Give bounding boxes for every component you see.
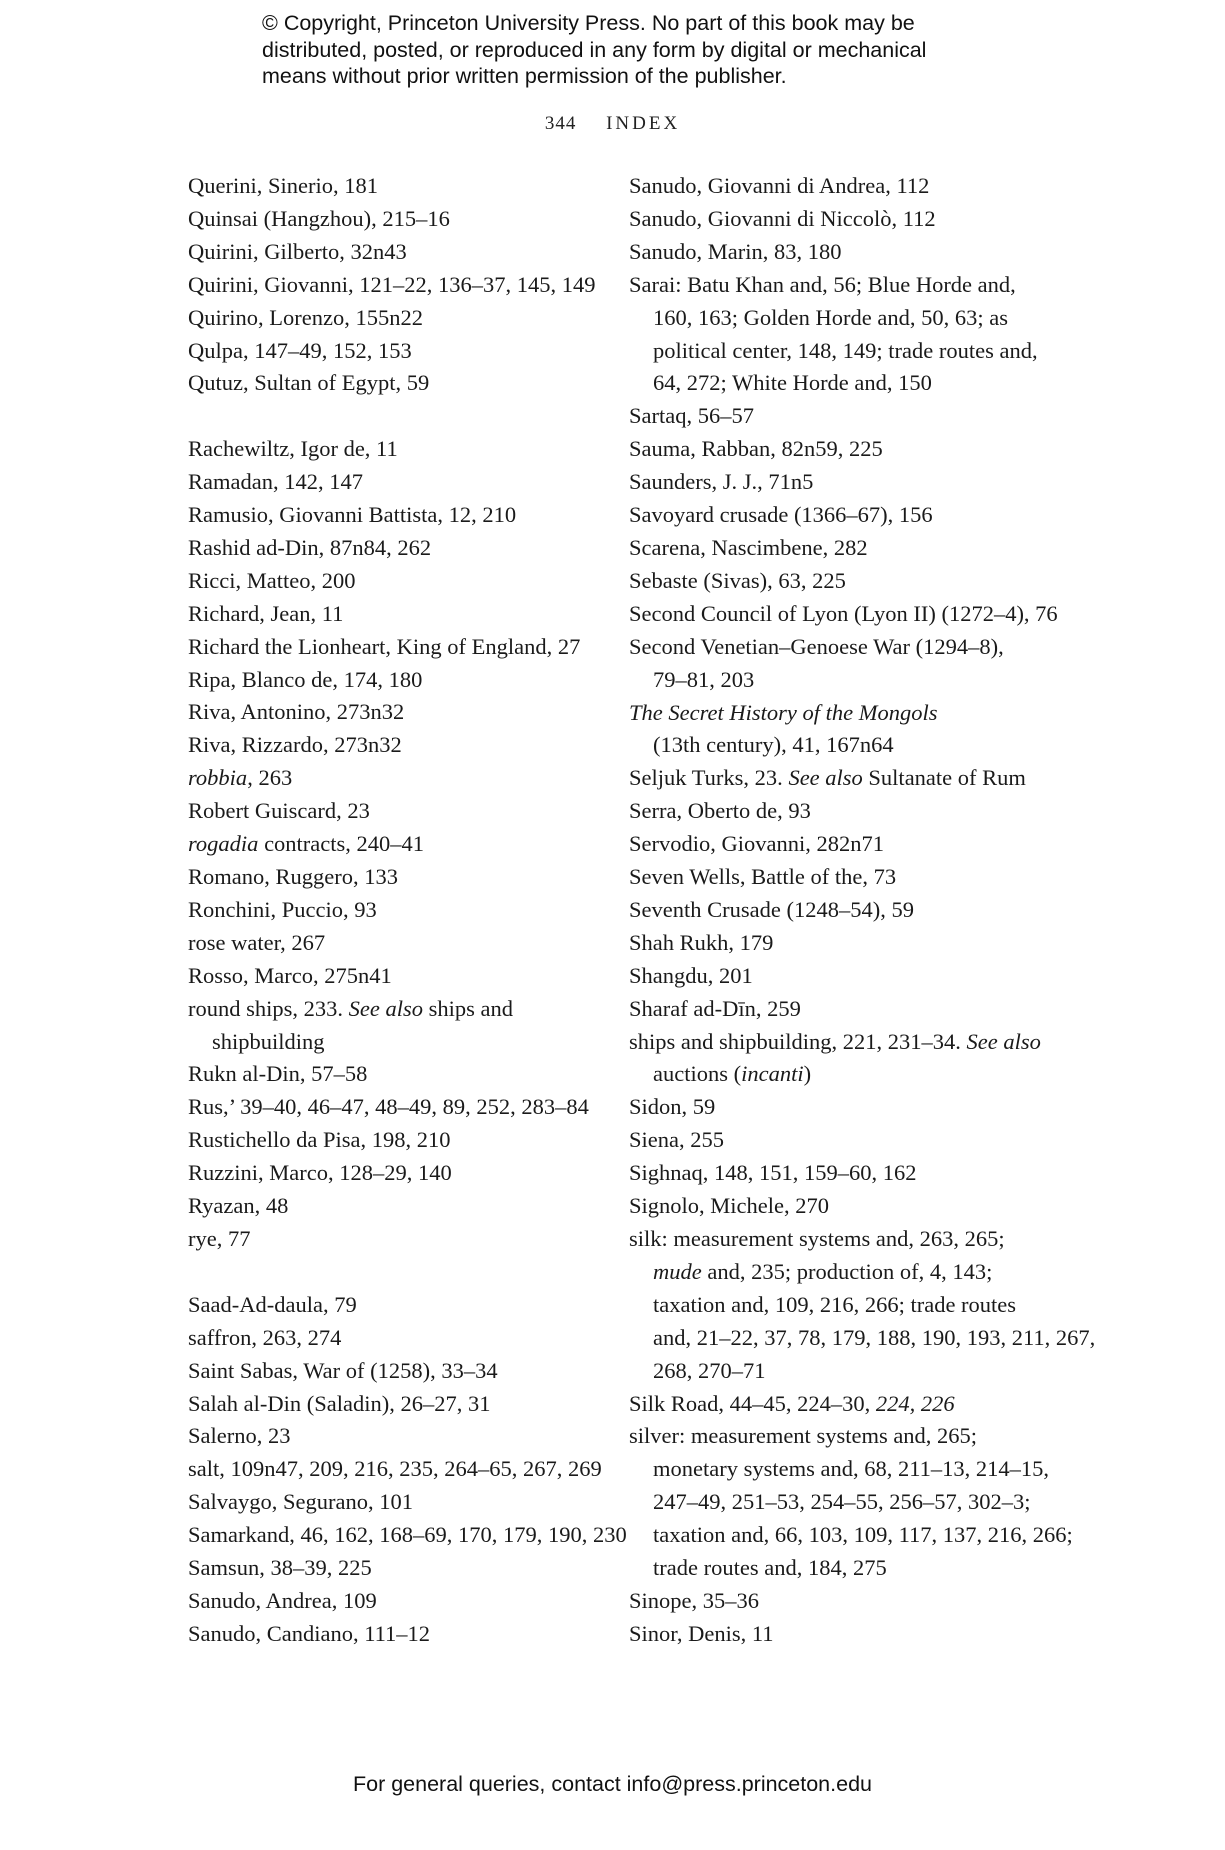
index-entry [629, 532, 1069, 565]
index-entry-line: Ramadan, 142, 147 [188, 469, 363, 495]
index-entry-line: Qutuz, Sultan of Egypt, 59 [188, 370, 430, 396]
index-entry-line: Saunders, J. J., 71n5 [629, 469, 814, 495]
index-entry-line: 268, 270–71 [653, 1357, 766, 1383]
index-entry-line: 79–81, 203 [653, 666, 755, 692]
index-entry-line: Sidon, 59 [629, 1094, 716, 1120]
index-entry-line: Sinor, Denis, 11 [629, 1620, 774, 1646]
index-entry [629, 1026, 1069, 1092]
index-entry-line: Salah al-Din (Saladin), 26–27, 31 [188, 1390, 491, 1416]
index-entry-line: (13th century), 41, 167n64 [653, 732, 894, 758]
index-entry-line: silk: measurement systems and, 263, 265; [629, 1226, 1005, 1251]
index-entry [188, 1355, 618, 1388]
index-entry [629, 927, 1069, 960]
index-entry-line: auctions (incanti) [653, 1061, 812, 1087]
index-entry [629, 565, 1069, 598]
index-entry [629, 1157, 1069, 1190]
index-entry [188, 631, 618, 664]
index-entry-line: Samsun, 38–39, 225 [188, 1555, 372, 1581]
index-entry-line: Riva, Antonino, 273n32 [188, 699, 405, 725]
index-entry-line: Salerno, 23 [188, 1423, 291, 1449]
index-entry [629, 170, 1069, 203]
index-entry [188, 927, 618, 960]
index-entry-line: Sartaq, 56–57 [629, 403, 754, 429]
index-entry [629, 1223, 1096, 1388]
index-entry [629, 795, 1069, 828]
index-entry [188, 795, 618, 828]
index-entry [188, 729, 618, 762]
index-entry-line: Seljuk Turks, 23. See also Sultanate of Rum [629, 765, 1026, 791]
index-entry [188, 762, 618, 795]
index-column-left [188, 170, 627, 1651]
index-entry-line: Sarai: Batu Khan and, 56; Blue Horde and, [629, 271, 1016, 297]
index-entry-line: Sinope, 35–36 [629, 1587, 760, 1613]
index-entry [188, 1388, 618, 1421]
index-entry-line: Richard, Jean, 11 [188, 600, 344, 626]
index-entry-line: Ripa, Blanco de, 174, 180 [188, 666, 423, 692]
index-entry [188, 894, 618, 927]
index-entry-line: taxation and, 109, 216, 266; trade routes [653, 1291, 1017, 1317]
copyright-line: distributed, posted, or reproduced in any form by digital or mechanical [262, 37, 927, 62]
index-entry-line: Sighnaq, 148, 151, 159–60, 162 [629, 1160, 917, 1186]
index-entry-line: Ramusio, Giovanni Battista, 12, 210 [188, 502, 517, 528]
index-entry [188, 236, 618, 269]
index-entry [188, 302, 618, 335]
index-entry-line: Querini, Sinerio, 181 [188, 173, 378, 198]
index-entry-line: 160, 163; Golden Horde and, 50, 63; as [653, 304, 1008, 330]
index-entry-line: trade routes and, 184, 275 [653, 1555, 887, 1581]
index-entry [629, 762, 1069, 795]
index-entry [188, 170, 618, 203]
index-entry [188, 664, 618, 697]
index-entry [188, 269, 618, 302]
index-entry [629, 993, 1069, 1026]
index-entry-line: Saad-Ad-daula, 79 [188, 1291, 357, 1317]
index-entry [188, 1091, 618, 1124]
index-entry [188, 1322, 618, 1355]
index-entry [188, 1289, 618, 1322]
index-entry-line: Shangdu, 201 [629, 962, 753, 988]
index-entry [188, 466, 618, 499]
index-entry-line: Servodio, Giovanni, 282n71 [629, 831, 884, 857]
index-entry-line: Shah Rukh, 179 [629, 929, 774, 955]
index-entry [629, 1420, 1073, 1585]
index-entry-line: Sanudo, Giovanni di Andrea, 112 [629, 173, 930, 198]
index-entry-line: Quirini, Gilberto, 32n43 [188, 238, 407, 264]
index-entry [629, 433, 1069, 466]
index-entry [188, 1058, 618, 1091]
index-entry-line: Quirini, Giovanni, 121–22, 136–37, 145, 149 [188, 271, 596, 297]
index-entry [629, 1124, 1069, 1157]
index-entry [188, 1519, 627, 1552]
index-entry-line: Riva, Rizzardo, 273n32 [188, 732, 402, 758]
index-entry-line: Rashid ad-Din, 87n84, 262 [188, 534, 432, 560]
index-entry-line: Ryazan, 48 [188, 1193, 289, 1219]
index-entry-line: Rustichello da Pisa, 198, 210 [188, 1127, 451, 1153]
index-entry [629, 1091, 1069, 1124]
copyright-line: © Copyright, Princeton University Press. No part of this book may be [262, 11, 915, 35]
index-entry [188, 335, 618, 368]
index-entry-line: round ships, 233. See also ships and [188, 995, 513, 1021]
index-entry-line: Samarkand, 46, 162, 168–69, 170, 179, 190, 230 [188, 1522, 627, 1548]
index-entry-line: Sharaf ad-Dīn, 259 [629, 995, 801, 1021]
index-entry-line: Seventh Crusade (1248–54), 59 [629, 896, 914, 922]
index-entry-line: Siena, 255 [629, 1127, 724, 1153]
index-entry-line: Quirino, Lorenzo, 155n22 [188, 304, 423, 330]
index-entry-line: Salvaygo, Segurano, 101 [188, 1489, 413, 1515]
index-entry-line: robbia, 263 [188, 765, 293, 791]
index-entry-line: Savoyard crusade (1366–67), 156 [629, 502, 933, 528]
index-entry-line: 64, 272; White Horde and, 150 [653, 370, 932, 396]
index-entry-line: Sanudo, Candiano, 111–12 [188, 1620, 431, 1646]
page-number: 344 [544, 113, 577, 134]
index-entry [188, 598, 618, 631]
index-entry-line: salt, 109n47, 209, 216, 235, 264–65, 267, 269 [188, 1456, 602, 1482]
index-entry-line: Sanudo, Andrea, 109 [188, 1587, 377, 1613]
index-entry [188, 532, 618, 565]
index-entry-line: monetary systems and, 68, 211–13, 214–15, [653, 1456, 1050, 1482]
index-entry-line: political center, 148, 149; trade routes and, [653, 337, 1038, 363]
index-entry [188, 1420, 618, 1453]
index-entry-line: Robert Guiscard, 23 [188, 798, 370, 824]
index-entry [188, 1223, 618, 1256]
index-entry-line: silver: measurement systems and, 265; [629, 1423, 978, 1449]
index-entry [188, 1585, 618, 1618]
index-entry [629, 1190, 1069, 1223]
index-entry [188, 696, 618, 729]
index-entry [188, 960, 618, 993]
index-entry-line: Richard the Lionheart, King of England, 27 [188, 633, 581, 659]
running-head [0, 113, 1225, 135]
index-entry [629, 400, 1069, 433]
index-entry [629, 1585, 1069, 1618]
index-entry-line: Ricci, Matteo, 200 [188, 567, 356, 593]
index-entry-line: saffron, 263, 274 [188, 1324, 342, 1350]
index-entry [188, 203, 618, 236]
index-entry [629, 894, 1069, 927]
index-entry-line: Rachewiltz, Igor de, 11 [188, 436, 398, 462]
index-entry [188, 861, 618, 894]
index-entry [629, 466, 1069, 499]
index-entry [188, 433, 618, 466]
index-entry [629, 598, 1069, 631]
index-entry [188, 993, 618, 1059]
index-entry [188, 565, 618, 598]
index-entry-line: Ruzzini, Marco, 128–29, 140 [188, 1160, 452, 1186]
index-entry-line: Silk Road, 44–45, 224–30, 224, 226 [629, 1390, 955, 1416]
copyright-notice [262, 10, 1022, 90]
index-entry [629, 203, 1069, 236]
index-entry [629, 861, 1069, 894]
index-entry-line: rose water, 267 [188, 929, 326, 955]
index-entry [188, 1190, 618, 1223]
index-entry [629, 236, 1069, 269]
index-entry [188, 1486, 618, 1519]
index-entry-line: Sanudo, Marin, 83, 180 [629, 238, 842, 264]
index-entry [188, 1618, 618, 1651]
index-entry [629, 960, 1069, 993]
index-entry [629, 269, 1069, 401]
index-entry [629, 1388, 1069, 1421]
index-entry-line: shipbuilding [212, 1028, 325, 1054]
index-entry [188, 367, 618, 400]
index-entry-line: Sebaste (Sivas), 63, 225 [629, 567, 846, 593]
index-entry-line: Rus,’ 39–40, 46–47, 48–49, 89, 252, 283–84 [188, 1094, 589, 1120]
index-entry [629, 631, 1069, 697]
index-entry-line: taxation and, 66, 103, 109, 117, 137, 216, 266; [653, 1522, 1073, 1548]
index-entry-line: Second Council of Lyon (Lyon II) (1272–4), 76 [629, 600, 1058, 626]
index-entry [188, 499, 618, 532]
index-entry-line: Second Venetian–Genoese War (1294–8), [629, 633, 1004, 659]
index-entry-line: rogadia contracts, 240–41 [188, 831, 425, 857]
index-entry-line: rye, 77 [188, 1225, 251, 1251]
index-entry-line: Serra, Oberto de, 93 [629, 798, 811, 824]
index-entry-line: Saint Sabas, War of (1258), 33–34 [188, 1357, 498, 1383]
index-entry [629, 499, 1069, 532]
index-entry-line: Sauma, Rabban, 82n59, 225 [629, 436, 883, 462]
index-entry-line: mude and, 235; production of, 4, 143; [653, 1258, 993, 1284]
index-entry-line: and, 21–22, 37, 78, 179, 188, 190, 193, 211, 267, [653, 1324, 1096, 1350]
index-entry-line: Quinsai (Hangzhou), 215–16 [188, 205, 450, 231]
index-entry-line: Qulpa, 147–49, 152, 153 [188, 337, 412, 363]
index-entry-line: The Secret History of the Mongols [629, 699, 938, 725]
index-entry-line: Romano, Ruggero, 133 [188, 864, 398, 890]
index-entry-line: Signolo, Michele, 270 [629, 1193, 829, 1219]
index-entry [188, 828, 618, 861]
index-entry-line: Scarena, Nascimbene, 282 [629, 534, 868, 560]
index-entry-line: 247–49, 251–53, 254–55, 256–57, 302–3; [653, 1489, 1031, 1515]
index-entry-line: Sanudo, Giovanni di Niccolò, 112 [629, 205, 936, 231]
index-entry-line: Rukn al-Din, 57–58 [188, 1061, 368, 1087]
letter-group-gap [188, 1256, 618, 1289]
index-column-right [629, 170, 1096, 1651]
index-entry [188, 1453, 618, 1486]
index-entry [188, 1124, 618, 1157]
index-entry [629, 1618, 1069, 1651]
copyright-line: means without prior written permission of the publisher. [262, 64, 787, 88]
index-entry-line: Rosso, Marco, 275n41 [188, 962, 392, 988]
section-title: INDEX [606, 113, 681, 134]
index-entry [188, 1552, 618, 1585]
footer-contact: For general queries, contact info@press.princeton.edu [352, 1772, 872, 1796]
index-entry-line: Ronchini, Puccio, 93 [188, 896, 377, 922]
letter-group-gap [188, 400, 618, 433]
index-entry-line: ships and shipbuilding, 221, 231–34. See also [629, 1028, 1041, 1054]
index-entry [188, 1157, 618, 1190]
index-entry [629, 828, 1069, 861]
index-entry-line: Seven Wells, Battle of the, 73 [629, 864, 897, 890]
index-entry [629, 697, 1069, 763]
